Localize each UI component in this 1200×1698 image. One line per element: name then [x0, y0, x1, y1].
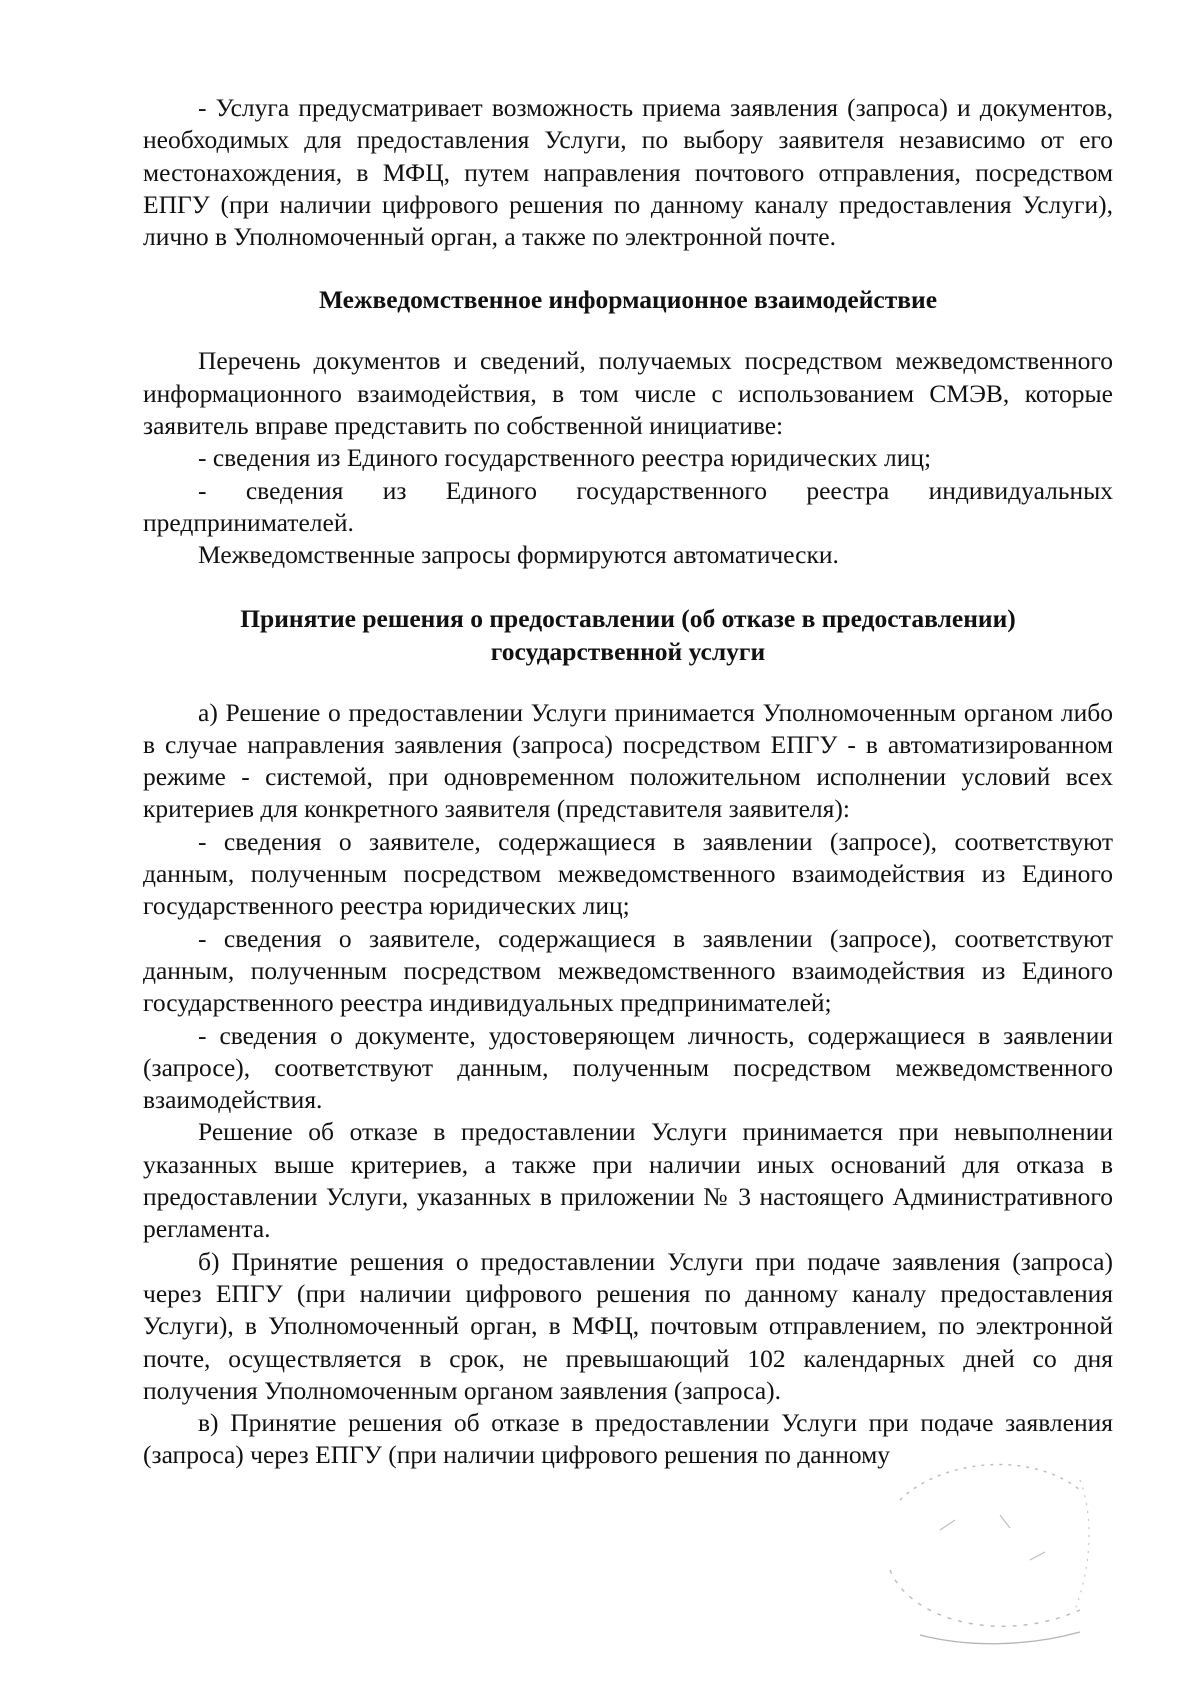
paragraph: Решение об отказе в предоставлении Услуги принимается при невыполнении указанных выше критериев, а также при наличии иных оснований для отказа в предоставлении Услуги, указанных в приложении № 3 настоящего Административного регламента.	[143, 1117, 1113, 1244]
intro-paragraph: - Услуга предусматривает возможность приема заявления (запроса) и документов, необходимых для предоставления Услуги, по выбору заявителя независимо от его местонахождения, в МФЦ, путем направления почтового отправления, посредством ЕПГУ (при наличии цифрового решения по данному каналу предоставления Услуги), лично в Уполномоченный орган, а также по электронной почте.	[143, 93, 1113, 252]
list-item: - сведения из Единого государственного реестра юридических лиц;	[198, 443, 932, 473]
paragraph: в) Принятие решения об отказе в предоставлении Услуги при подаче заявления (запроса) через ЕПГУ (при наличии цифрового решения по данному	[143, 1408, 1113, 1470]
section-heading-interagency: Межведомственное информационное взаимодействие	[318, 285, 938, 315]
heading-line: Принятие решения о предоставлении (об отказе в предоставлении)	[240, 603, 1016, 633]
list-item: - сведения из Единого государственного реестра индивидуальных предпринимателей.	[143, 475, 1113, 537]
list-item: - сведения о документе, удостоверяющем личность, содержащиеся в заявлении (запросе), соответствуют данным, полученным посредством межведомственного взаимодействия.	[143, 1020, 1113, 1115]
section-heading-decision	[143, 602, 1113, 668]
section-decision-body	[143, 697, 1113, 1472]
paragraph: Межведомственные запросы формируются автоматически.	[198, 540, 839, 570]
list-item: - сведения о заявителе, содержащиеся в заявлении (запросе), соответствуют данным, полученным посредством межведомственного взаимодействия из Единого государственного реестра индивидуальных предпринимателей;	[143, 923, 1113, 1018]
paragraph: а) Решение о предоставлении Услуги принимается Уполномоченным органом либо в случае направления заявления (запроса) посредством ЕПГУ - в автоматизированном режиме - системой, при одновременном положительном исполнении условий всех критериев для конкретного заявителя (представителя заявителя):	[143, 697, 1113, 824]
document-page	[143, 92, 1113, 1472]
paragraph: б) Принятие решения о предоставлении Услуги при подаче заявления (запроса) через ЕПГУ (при наличии цифрового решения по данному каналу предоставления Услуги), в Уполномоченный орган, в МФЦ, почтовым отправлением, по электронной почте, осуществляется в срок, не превышающий 102 календарных дней со дня получения Уполномоченным органом заявления (запроса).	[143, 1246, 1113, 1405]
section-interagency-body	[143, 345, 1113, 571]
paragraph: Перечень документов и сведений, получаемых посредством межведомственного информационного взаимодействия, в том числе с использованием СМЭВ, которые заявитель вправе представить по собственной инициативе:	[143, 346, 1113, 441]
seal-stamp-icon	[880, 1420, 1100, 1650]
heading-line: государственной услуги	[490, 636, 766, 666]
list-item: - сведения о заявителе, содержащиеся в заявлении (запросе), соответствуют данным, полученным посредством межведомственного взаимодействия из Единого государственного реестра юридических лиц;	[143, 826, 1113, 921]
